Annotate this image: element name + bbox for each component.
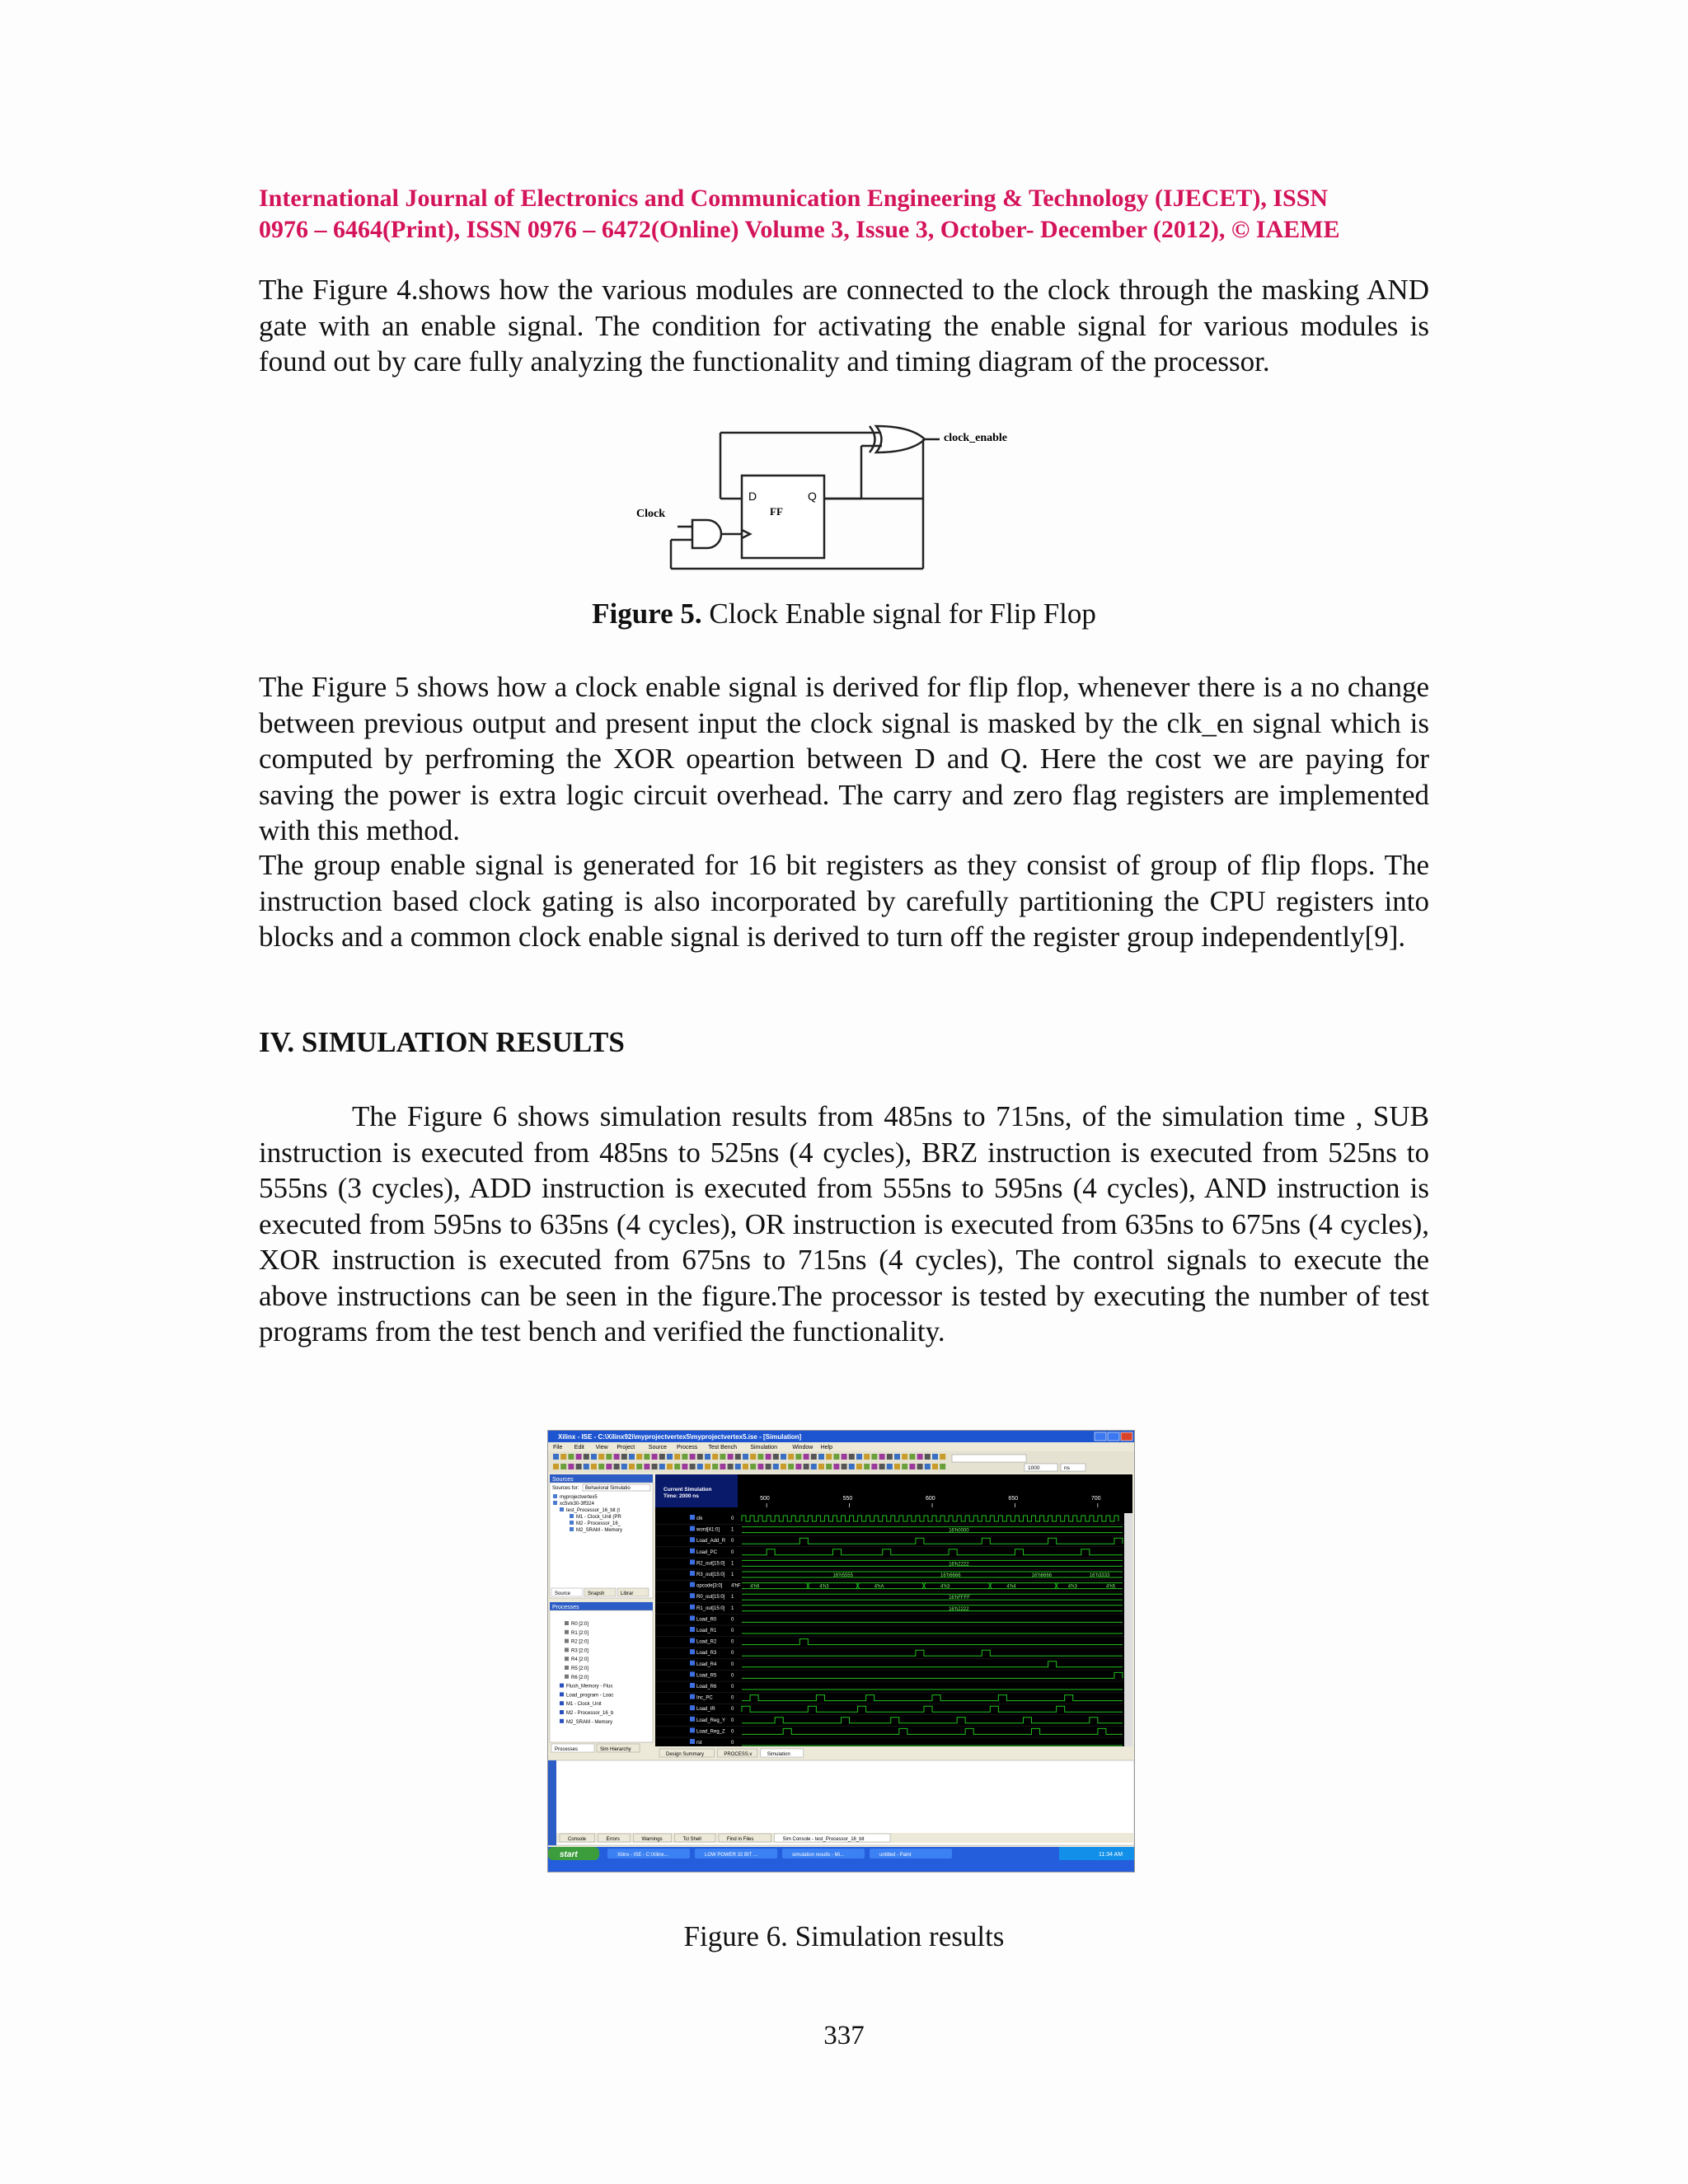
process-icon bbox=[560, 1692, 564, 1696]
menu-item[interactable]: Test Bench bbox=[708, 1445, 738, 1451]
signal-value: 0 bbox=[731, 1741, 734, 1746]
signal-value: 0 bbox=[731, 1695, 734, 1701]
process-item[interactable]: R5 [2:0] bbox=[571, 1666, 589, 1671]
toolbar-button-icon[interactable] bbox=[690, 1464, 696, 1469]
signal-name[interactable]: Load_R4 bbox=[696, 1661, 717, 1667]
toolbar-button-icon[interactable] bbox=[887, 1454, 893, 1460]
signal-name[interactable]: Load_R2 bbox=[696, 1639, 717, 1645]
toolbar-button-icon[interactable] bbox=[606, 1454, 612, 1460]
process-icon bbox=[565, 1675, 569, 1679]
signal-icon bbox=[690, 1683, 695, 1688]
toolbar-button-icon[interactable] bbox=[925, 1454, 931, 1460]
signal-icon bbox=[690, 1661, 695, 1666]
opcode-label: 4'h3 bbox=[940, 1584, 950, 1590]
toolbar-button-icon[interactable] bbox=[909, 1454, 915, 1460]
process-item[interactable]: R0 [2:0] bbox=[571, 1622, 589, 1627]
toolbar-button-icon[interactable] bbox=[636, 1454, 642, 1460]
menu-item[interactable]: Edit bbox=[574, 1445, 584, 1451]
source-file-icon bbox=[570, 1514, 574, 1518]
signal-name[interactable]: Load_R5 bbox=[696, 1673, 717, 1679]
process-item[interactable]: Flush_Memory - Flus bbox=[566, 1684, 613, 1690]
process-icon bbox=[560, 1710, 564, 1714]
time-tick-label: 500 bbox=[760, 1496, 770, 1502]
toolbar-button-icon[interactable] bbox=[728, 1454, 734, 1460]
taskbar-button-label: simulation results - Mi... bbox=[792, 1853, 845, 1858]
process-tab-label: Processes bbox=[555, 1747, 579, 1752]
toolbar-button-icon[interactable] bbox=[902, 1454, 907, 1460]
signal-name[interactable]: Load_R1 bbox=[696, 1629, 717, 1633]
signal-name[interactable]: R1_out[15:0] bbox=[696, 1605, 725, 1611]
toolbar-button-icon[interactable] bbox=[902, 1464, 907, 1469]
paragraph-figure4-description: The Figure 4.shows how the various modules are connected to the clock through the masking AND gate with an enable signal. The condition for activating the enable signal for various modules is found out by care fully analyzing the functionality and timing diagram of the processor. bbox=[259, 274, 1429, 377]
toolbar-button-icon[interactable] bbox=[925, 1464, 931, 1469]
toolbar-button-icon[interactable] bbox=[757, 1454, 763, 1460]
document-tab-label: PROCESS.v bbox=[724, 1752, 753, 1757]
taskbar-button-label: LOW POWER 32 BIT ... bbox=[705, 1853, 757, 1858]
signal-name[interactable]: clk bbox=[696, 1516, 703, 1521]
paragraph-group-enable: The group enable signal is generated for 16 bit registers as they consist of group of flip flops. The instruction based clock gating is also incorporated by carefully partitioning the CPU registers into blocks and a common clock enable signal is derived to turn off the register group independently[9]. bbox=[259, 849, 1429, 953]
toolbar-button-icon[interactable] bbox=[629, 1464, 635, 1469]
console-tab-label: Tcl Shell bbox=[682, 1837, 701, 1842]
toolbar-button-icon[interactable] bbox=[864, 1454, 870, 1460]
ff-q-label: Q bbox=[808, 490, 817, 503]
toolbar-button-icon[interactable] bbox=[705, 1464, 710, 1469]
signal-icon bbox=[690, 1593, 695, 1598]
signal-icon bbox=[690, 1582, 695, 1587]
source-tree-item[interactable]: test_Processor_16_bit (t bbox=[566, 1508, 621, 1513]
toolbar-button-icon[interactable] bbox=[856, 1454, 862, 1460]
sim-time-line1: Current Simulation bbox=[663, 1487, 712, 1493]
signal-name[interactable]: Load_PC bbox=[696, 1549, 718, 1555]
taskbar-button-label: untitled - Paint bbox=[879, 1853, 912, 1858]
toolbar-button-icon[interactable] bbox=[682, 1454, 687, 1460]
toolbar-button-icon[interactable] bbox=[735, 1454, 741, 1460]
signal-name[interactable]: Inc_PC bbox=[696, 1695, 713, 1701]
process-item[interactable]: M1 - Clock_Unit bbox=[566, 1702, 602, 1708]
signal-name[interactable]: rst bbox=[696, 1741, 702, 1746]
time-unit: ns bbox=[1064, 1465, 1070, 1471]
toolbar-button-icon[interactable] bbox=[795, 1454, 801, 1460]
toolbar-button-icon[interactable] bbox=[849, 1454, 855, 1460]
toolbar-button-icon[interactable] bbox=[629, 1454, 635, 1460]
signal-icon bbox=[690, 1615, 695, 1620]
section-heading: IV. SIMULATION RESULTS bbox=[259, 1026, 625, 1058]
signal-value: 0 bbox=[731, 1539, 734, 1544]
signal-name[interactable]: Load_R0 bbox=[696, 1617, 717, 1623]
toolbar-button-icon[interactable] bbox=[833, 1464, 839, 1469]
toolbar-button-icon[interactable] bbox=[887, 1464, 893, 1469]
toolbar-button-icon[interactable] bbox=[781, 1454, 786, 1460]
clock-enable-label: clock_enable bbox=[944, 432, 1007, 444]
toolbar-button-icon[interactable] bbox=[568, 1454, 574, 1460]
console-tab-label: Warnings bbox=[641, 1837, 663, 1842]
toolbar-button-icon[interactable] bbox=[697, 1454, 703, 1460]
toolbar-button-icon[interactable] bbox=[659, 1464, 665, 1469]
process-icon bbox=[565, 1630, 569, 1634]
toolbar-button-icon[interactable] bbox=[743, 1454, 748, 1460]
time-tick-label: 600 bbox=[926, 1496, 935, 1502]
signal-icon bbox=[690, 1671, 695, 1676]
signal-icon bbox=[690, 1627, 695, 1632]
menu-item[interactable]: Simulation bbox=[750, 1445, 778, 1451]
toolbar-button-icon[interactable] bbox=[743, 1464, 748, 1469]
toolbar-button-icon[interactable] bbox=[833, 1454, 839, 1460]
signal-value: 0 bbox=[731, 1729, 734, 1735]
toolbar-button-icon[interactable] bbox=[826, 1464, 832, 1469]
toolbar-button-icon[interactable] bbox=[652, 1454, 658, 1460]
signal-name[interactable]: Load_IR bbox=[696, 1707, 715, 1713]
source-tab-label: Librar bbox=[621, 1591, 634, 1596]
signal-icon bbox=[690, 1717, 695, 1722]
toolbar-button-icon[interactable] bbox=[917, 1464, 923, 1469]
time-tick-label: 650 bbox=[1008, 1496, 1019, 1502]
process-icon bbox=[565, 1647, 569, 1652]
process-icon bbox=[560, 1701, 564, 1705]
processes-panel-title: Processes bbox=[552, 1605, 579, 1610]
source-tab-label: Source bbox=[555, 1591, 571, 1596]
process-item[interactable]: R6 [2:0] bbox=[571, 1675, 589, 1680]
ff-d-label: D bbox=[748, 490, 757, 503]
bus-value-label: 16'h6666 bbox=[940, 1573, 961, 1578]
signal-name[interactable]: Load_Reg_Y bbox=[696, 1718, 726, 1723]
toolbar-button-icon[interactable] bbox=[781, 1464, 786, 1469]
toolbar-button-icon[interactable] bbox=[682, 1464, 687, 1469]
toolbar-button-icon[interactable] bbox=[598, 1454, 604, 1460]
menu-item[interactable]: Process bbox=[677, 1445, 698, 1451]
bus-value-label: 16'h0000 bbox=[949, 1528, 969, 1534]
sources-panel-title: Sources bbox=[552, 1477, 574, 1483]
toolbar-button-icon[interactable] bbox=[940, 1464, 945, 1469]
process-icon bbox=[565, 1621, 569, 1625]
toolbar-button-icon[interactable] bbox=[621, 1454, 627, 1460]
toolbar-button-icon[interactable] bbox=[606, 1464, 612, 1469]
figure5-caption bbox=[0, 598, 1688, 630]
signal-icon bbox=[690, 1649, 695, 1654]
toolbar-button-icon[interactable] bbox=[584, 1454, 589, 1460]
document-tab-label: Simulation bbox=[767, 1752, 790, 1757]
process-item[interactable]: M2 - Processor_16_b bbox=[566, 1711, 614, 1716]
source-file-icon bbox=[570, 1527, 574, 1531]
toolbar-button-icon[interactable] bbox=[750, 1454, 756, 1460]
toolbar-button-icon[interactable] bbox=[576, 1464, 582, 1469]
menu-item[interactable]: Help bbox=[820, 1445, 833, 1451]
taskbar-button-label: Xilinx - ISE - C:\Xilinx... bbox=[617, 1853, 668, 1858]
toolbar-button-icon[interactable] bbox=[757, 1464, 763, 1469]
signal-value: 1 bbox=[731, 1605, 734, 1611]
process-item[interactable]: R1 [2:0] bbox=[571, 1630, 589, 1636]
source-file-icon bbox=[553, 1494, 557, 1498]
toolbar-button-icon[interactable] bbox=[636, 1464, 642, 1469]
signal-name[interactable]: Load_R6 bbox=[696, 1685, 717, 1690]
signal-value: 0 bbox=[731, 1661, 734, 1667]
toolbar-button-icon[interactable] bbox=[720, 1464, 725, 1469]
toolbar-button-icon[interactable] bbox=[940, 1454, 945, 1460]
clock-enable-circuit-figure bbox=[635, 416, 1014, 573]
console-tab-label: Console bbox=[568, 1837, 587, 1842]
toolbar-button-icon[interactable] bbox=[560, 1454, 566, 1460]
toolbar-button-icon[interactable] bbox=[894, 1454, 900, 1460]
process-tab-label: Sim Hierarchy bbox=[600, 1747, 631, 1752]
toolbar-button-icon[interactable] bbox=[788, 1464, 794, 1469]
opcode-label: 4'hA bbox=[874, 1584, 884, 1590]
toolbar-button-icon[interactable] bbox=[591, 1464, 597, 1469]
signal-name[interactable]: Load_Reg_Z bbox=[696, 1729, 725, 1735]
signal-value: 0 bbox=[731, 1629, 734, 1633]
page-number: 337 bbox=[823, 2021, 865, 2050]
opcode-label: 4'h4 bbox=[1006, 1584, 1016, 1590]
toolbar-button-icon[interactable] bbox=[856, 1464, 862, 1469]
toolbar-button-icon[interactable] bbox=[553, 1464, 559, 1469]
toolbar-button-icon[interactable] bbox=[697, 1464, 703, 1469]
signal-icon bbox=[690, 1638, 695, 1643]
source-file-icon bbox=[560, 1507, 564, 1511]
toolbar-button-icon[interactable] bbox=[644, 1454, 649, 1460]
toolbar-button-icon[interactable] bbox=[871, 1454, 877, 1460]
zoom-value: 1000 bbox=[1028, 1465, 1040, 1471]
toolbar-button-icon[interactable] bbox=[932, 1454, 938, 1460]
toolbar-button-icon[interactable] bbox=[766, 1464, 771, 1469]
toolbar-button-icon[interactable] bbox=[788, 1454, 794, 1460]
toolbar-button-icon[interactable] bbox=[864, 1464, 870, 1469]
signal-icon bbox=[690, 1694, 695, 1699]
console-tab-label: Find in Files bbox=[727, 1837, 754, 1842]
opcode-label: 4'h3 bbox=[1067, 1584, 1077, 1590]
opcode-label: 4'h9 bbox=[750, 1584, 760, 1590]
sources-for-value: Behavioral Simulatio bbox=[585, 1486, 631, 1491]
signal-icon bbox=[690, 1727, 695, 1732]
toolbar-button-icon[interactable] bbox=[674, 1464, 680, 1469]
toolbar-search-combo[interactable] bbox=[952, 1455, 1026, 1462]
signal-value: 0 bbox=[731, 1516, 734, 1521]
process-icon bbox=[565, 1666, 569, 1670]
menu-item[interactable]: Window bbox=[792, 1445, 814, 1451]
signal-icon bbox=[690, 1571, 695, 1576]
sim-time-line2: Time: 2000 ns bbox=[663, 1493, 699, 1499]
toolbar-button-icon[interactable] bbox=[818, 1454, 824, 1460]
signal-value: 1 bbox=[731, 1572, 734, 1577]
opcode-label: 4'h5 bbox=[1105, 1584, 1116, 1590]
toolbar-button-icon[interactable] bbox=[652, 1464, 658, 1469]
toolbar-button-icon[interactable] bbox=[576, 1454, 582, 1460]
toolbar-button-icon[interactable] bbox=[712, 1464, 718, 1469]
console-tab-label: Errors bbox=[606, 1837, 620, 1842]
toolbar-button-icon[interactable] bbox=[909, 1464, 915, 1469]
signal-value: 0 bbox=[731, 1718, 734, 1723]
window-title: Xilinx - ISE - C:\Xilinx92i\myprojectvertex5\myprojectvertex5.ise - [Simulation] bbox=[558, 1433, 802, 1441]
signal-value: 0 bbox=[731, 1707, 734, 1713]
document-tab-label: Design Summary bbox=[666, 1752, 705, 1757]
start-label: start bbox=[560, 1850, 578, 1859]
toolbar-button-icon[interactable] bbox=[598, 1464, 604, 1469]
toolbar-button-icon[interactable] bbox=[705, 1454, 710, 1460]
toolbar-button-icon[interactable] bbox=[842, 1454, 847, 1460]
time-tick-label: 550 bbox=[842, 1496, 853, 1502]
signal-value: 0 bbox=[731, 1639, 734, 1645]
toolbar-button-icon[interactable] bbox=[894, 1464, 900, 1469]
toolbar-button-icon[interactable] bbox=[811, 1464, 817, 1469]
signal-value: 1 bbox=[731, 1527, 734, 1533]
waveform-scrollbar[interactable] bbox=[1124, 1513, 1132, 1746]
menu-item[interactable]: Source bbox=[648, 1445, 667, 1451]
console-tab-label: Sim Console - test_Processor_16_bit bbox=[782, 1837, 865, 1842]
toolbar-button-icon[interactable] bbox=[659, 1454, 665, 1460]
signal-name[interactable]: Load_Add_R bbox=[696, 1539, 726, 1544]
toolbar-button-icon[interactable] bbox=[728, 1464, 734, 1469]
journal-header-line2: 0976 – 6464(Print), ISSN 0976 – 6472(Online) Volume 3, Issue 3, October- December (2012), © IAEME bbox=[259, 216, 1340, 243]
paragraph-figure5-description: The Figure 5 shows how a clock enable signal is derived for flip flop, whenever there is a no change between previous output and present input the clock signal is masked by the clk_en signal which is computed by perfroming the XOR opeartion between D and Q. Here the cost we are paying for saving the power is extra logic circuit overhead. The carry and zero flag registers are implemented with this method. bbox=[259, 671, 1429, 846]
toolbar-button-icon[interactable] bbox=[674, 1454, 680, 1460]
signal-value: 0 bbox=[731, 1617, 734, 1623]
figure5-caption-label: Figure 5. bbox=[592, 598, 702, 630]
journal-header-line1: International Journal of Electronics and Communication Engineering & Technology (IJECET), ISSN bbox=[259, 185, 1329, 212]
toolbar-button-icon[interactable] bbox=[917, 1454, 923, 1460]
toolbar-button-icon[interactable] bbox=[818, 1464, 824, 1469]
sources-for-label: Sources for: bbox=[552, 1486, 579, 1491]
toolbar-button-icon[interactable] bbox=[720, 1454, 725, 1460]
simulation-screenshot bbox=[547, 1430, 1135, 1872]
toolbar-button-icon[interactable] bbox=[773, 1454, 779, 1460]
signal-icon bbox=[690, 1739, 695, 1744]
bus-value-label: 16'h3333 bbox=[1089, 1573, 1110, 1578]
toolbar-button-icon[interactable] bbox=[879, 1454, 885, 1460]
signal-name[interactable]: word[41:0] bbox=[696, 1527, 720, 1533]
toolbar-button-icon[interactable] bbox=[750, 1464, 756, 1469]
close-button[interactable] bbox=[1121, 1432, 1132, 1441]
toolbar-button-icon[interactable] bbox=[871, 1464, 877, 1469]
toolbar-button-icon[interactable] bbox=[553, 1454, 559, 1460]
source-tab-label: Snapsh bbox=[588, 1591, 605, 1596]
signal-icon bbox=[690, 1537, 695, 1542]
process-icon bbox=[560, 1684, 564, 1688]
signal-value: 0 bbox=[731, 1673, 734, 1679]
figure6-caption: Figure 6. Simulation results bbox=[683, 1920, 1005, 1952]
toolbar-button-icon[interactable] bbox=[773, 1464, 779, 1469]
toolbar-button-icon[interactable] bbox=[826, 1454, 832, 1460]
toolbar-button-icon[interactable] bbox=[804, 1454, 809, 1460]
toolbar-button-icon[interactable] bbox=[849, 1464, 855, 1469]
bus-value-label: 16'h5555 bbox=[832, 1573, 853, 1578]
menu-item[interactable]: Project bbox=[617, 1445, 635, 1451]
signal-value: 0 bbox=[731, 1549, 734, 1555]
toolbar-button-icon[interactable] bbox=[667, 1454, 673, 1460]
toolbar-button-icon[interactable] bbox=[766, 1454, 771, 1460]
signal-name[interactable]: opcode[3:0] bbox=[696, 1583, 723, 1589]
maximize-button[interactable] bbox=[1108, 1432, 1119, 1441]
process-item[interactable]: M2_SRAM - Memory bbox=[566, 1719, 613, 1725]
bus-value-label: 16'h2222 bbox=[949, 1606, 969, 1612]
process-icon bbox=[560, 1719, 564, 1723]
process-icon bbox=[565, 1657, 569, 1661]
signal-name[interactable]: R3_out[15:0] bbox=[696, 1572, 725, 1577]
process-item[interactable]: Load_program - Loac bbox=[566, 1693, 614, 1699]
process-item[interactable]: R4 [2:0] bbox=[571, 1657, 589, 1663]
source-tree-item[interactable]: M2 - Processor_16_ bbox=[576, 1521, 621, 1526]
time-tick-label: 700 bbox=[1090, 1496, 1101, 1502]
opcode-label: 4'h3 bbox=[819, 1584, 829, 1590]
toolbar-button-icon[interactable] bbox=[811, 1454, 817, 1460]
system-tray bbox=[1059, 1847, 1134, 1860]
menu-item[interactable]: File bbox=[553, 1445, 563, 1451]
source-file-icon bbox=[553, 1501, 557, 1505]
bus-value-label: 16'h6666 bbox=[1031, 1573, 1053, 1578]
process-icon bbox=[565, 1639, 569, 1643]
signal-icon bbox=[690, 1705, 695, 1710]
toolbar-button-icon[interactable] bbox=[735, 1464, 741, 1469]
menu-item[interactable]: View bbox=[595, 1445, 608, 1451]
ff-label: FF bbox=[770, 505, 783, 518]
clock-label: Clock bbox=[636, 508, 665, 520]
source-tree-item[interactable]: M2_SRAM - Memory bbox=[576, 1528, 623, 1533]
toolbar-button-icon[interactable] bbox=[614, 1464, 620, 1469]
process-item[interactable]: R3 [2:0] bbox=[571, 1648, 589, 1654]
signal-icon bbox=[690, 1515, 695, 1520]
toolbar-button-icon[interactable] bbox=[842, 1464, 847, 1469]
toolbar-button-icon[interactable] bbox=[690, 1454, 696, 1460]
signal-value: 4'hF bbox=[731, 1583, 741, 1589]
toolbar-button-icon[interactable] bbox=[644, 1464, 649, 1469]
bus-value-label: 16'h2222 bbox=[949, 1562, 969, 1568]
signal-icon bbox=[690, 1559, 695, 1564]
source-tree-item[interactable]: myprojectvertex5 bbox=[560, 1495, 598, 1500]
signal-icon bbox=[690, 1605, 695, 1610]
journal-header bbox=[259, 183, 1429, 246]
signal-value: 1 bbox=[731, 1595, 734, 1601]
signal-value: 1 bbox=[731, 1561, 734, 1567]
bus-value-label: 16'hFFFF bbox=[949, 1596, 970, 1601]
paragraph-simulation-results: The Figure 6 shows simulation results from 485ns to 715ns, of the simulation time , SUB instruction is executed from 485ns to 525ns (4 cycles), BRZ instruction is executed from 525ns to 555ns (3 cycles), ADD instruction is executed from 555ns to 595ns (4 cycles), AND instruction is executed from 595ns to 635ns (4 cycles), OR instruction is executed from 635ns to 675ns (4 cycles), XOR instruction is executed from 675ns to 715ns (4 cycles), The control signals to execute the above instructions can be seen in the figure.The processor is tested by executing the number of test programs from the test bench and verified the functionality. bbox=[259, 1100, 1429, 1347]
toolbar-button-icon[interactable] bbox=[667, 1464, 673, 1469]
process-item[interactable]: R2 [2:0] bbox=[571, 1639, 589, 1645]
toolbar-button-icon[interactable] bbox=[591, 1454, 597, 1460]
minimize-button[interactable] bbox=[1095, 1432, 1106, 1441]
toolbar-button-icon[interactable] bbox=[568, 1464, 574, 1469]
toolbar-button-icon[interactable] bbox=[795, 1464, 801, 1469]
toolbar-button-icon[interactable] bbox=[614, 1454, 620, 1460]
toolbar-button-icon[interactable] bbox=[560, 1464, 566, 1469]
signal-name[interactable]: R2_out[15:0] bbox=[696, 1561, 725, 1567]
toolbar-button-icon[interactable] bbox=[932, 1464, 938, 1469]
signal-name[interactable]: Load_R3 bbox=[696, 1651, 717, 1657]
toolbar-button-icon[interactable] bbox=[712, 1454, 718, 1460]
figure5-caption-text: Clock Enable signal for Flip Flop bbox=[701, 598, 1096, 630]
toolbar-button-icon[interactable] bbox=[621, 1464, 627, 1469]
source-tree-item[interactable]: xc5vlx30-3ff324 bbox=[560, 1502, 594, 1507]
source-file-icon bbox=[570, 1521, 574, 1525]
source-tree-item[interactable]: M1 - Clock_Unit (PR bbox=[576, 1515, 621, 1520]
taskbar-clock: 11:34 AM bbox=[1099, 1852, 1123, 1858]
signal-value: 0 bbox=[731, 1685, 734, 1690]
toolbar-button-icon[interactable] bbox=[804, 1464, 809, 1469]
console-side-title bbox=[548, 1760, 556, 1845]
signal-icon bbox=[690, 1549, 695, 1554]
signal-value: 0 bbox=[731, 1651, 734, 1657]
toolbar-button-icon[interactable] bbox=[879, 1464, 885, 1469]
signal-icon bbox=[690, 1526, 695, 1531]
signal-name[interactable]: R0_out[15:0] bbox=[696, 1595, 725, 1601]
toolbar-button-icon[interactable] bbox=[584, 1464, 589, 1469]
